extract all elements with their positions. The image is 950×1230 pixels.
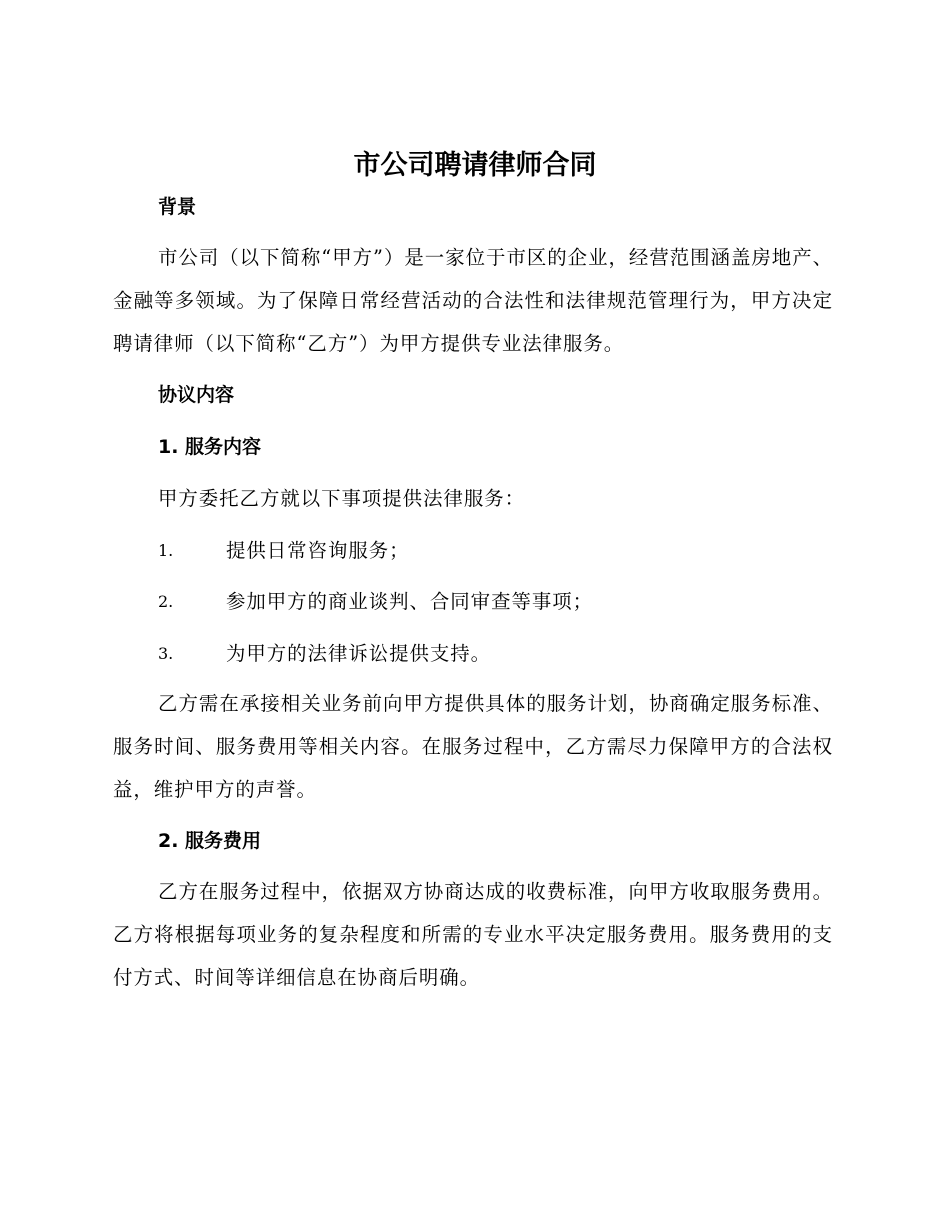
subsection-heading-service-content: 1. 服务内容 — [158, 436, 262, 458]
service-intro-text: 甲方委托乙方就以下事项提供法律服务： — [158, 487, 526, 510]
background-paragraph: 市公司（以下简称“甲方”）是一家位于市区的企业，经营范围涵盖房地产、金融等多领域。为了保障日常经营活动的合法性和法律规范管理行为，甲方决定聘请律师（以下简称“乙方”）为甲方提供专业法律服务。 — [113, 246, 833, 355]
service-content-paragraph: 乙方需在承接相关业务前向甲方提供具体的服务计划，协商确定服务标准、服务时间、服务费用等相关内容。在服务过程中，乙方需尽力保障甲方的合法权益，维护甲方的声誉。 — [113, 692, 833, 801]
list-item-text: 参加甲方的商业谈判、合同审查等事项； — [226, 590, 594, 613]
subsection-heading-service-fee: 2. 服务费用 — [158, 830, 262, 852]
list-item — [158, 536, 858, 566]
list-item-number: 1. — [158, 541, 174, 560]
service-fee-paragraph: 乙方在服务过程中，依据双方协商达成的收费标准，向甲方收取服务费用。乙方将根据每项业务的复杂程度和所需的专业水平决定服务费用。服务费用的支付方式、时间等详细信息在协商后明确。 — [113, 880, 833, 989]
section-heading-agreement: 协议内容 — [158, 384, 235, 406]
list-item-number: 2. — [158, 592, 174, 611]
document-title: 市公司聘请律师合同 — [353, 150, 597, 181]
list-item-text: 为甲方的法律诉讼提供支持。 — [226, 642, 492, 665]
list-item — [158, 639, 858, 669]
section-heading-background: 背景 — [158, 196, 197, 218]
list-item-text: 提供日常咨询服务； — [226, 539, 410, 562]
list-item-number: 3. — [158, 644, 174, 663]
list-item — [158, 587, 858, 617]
